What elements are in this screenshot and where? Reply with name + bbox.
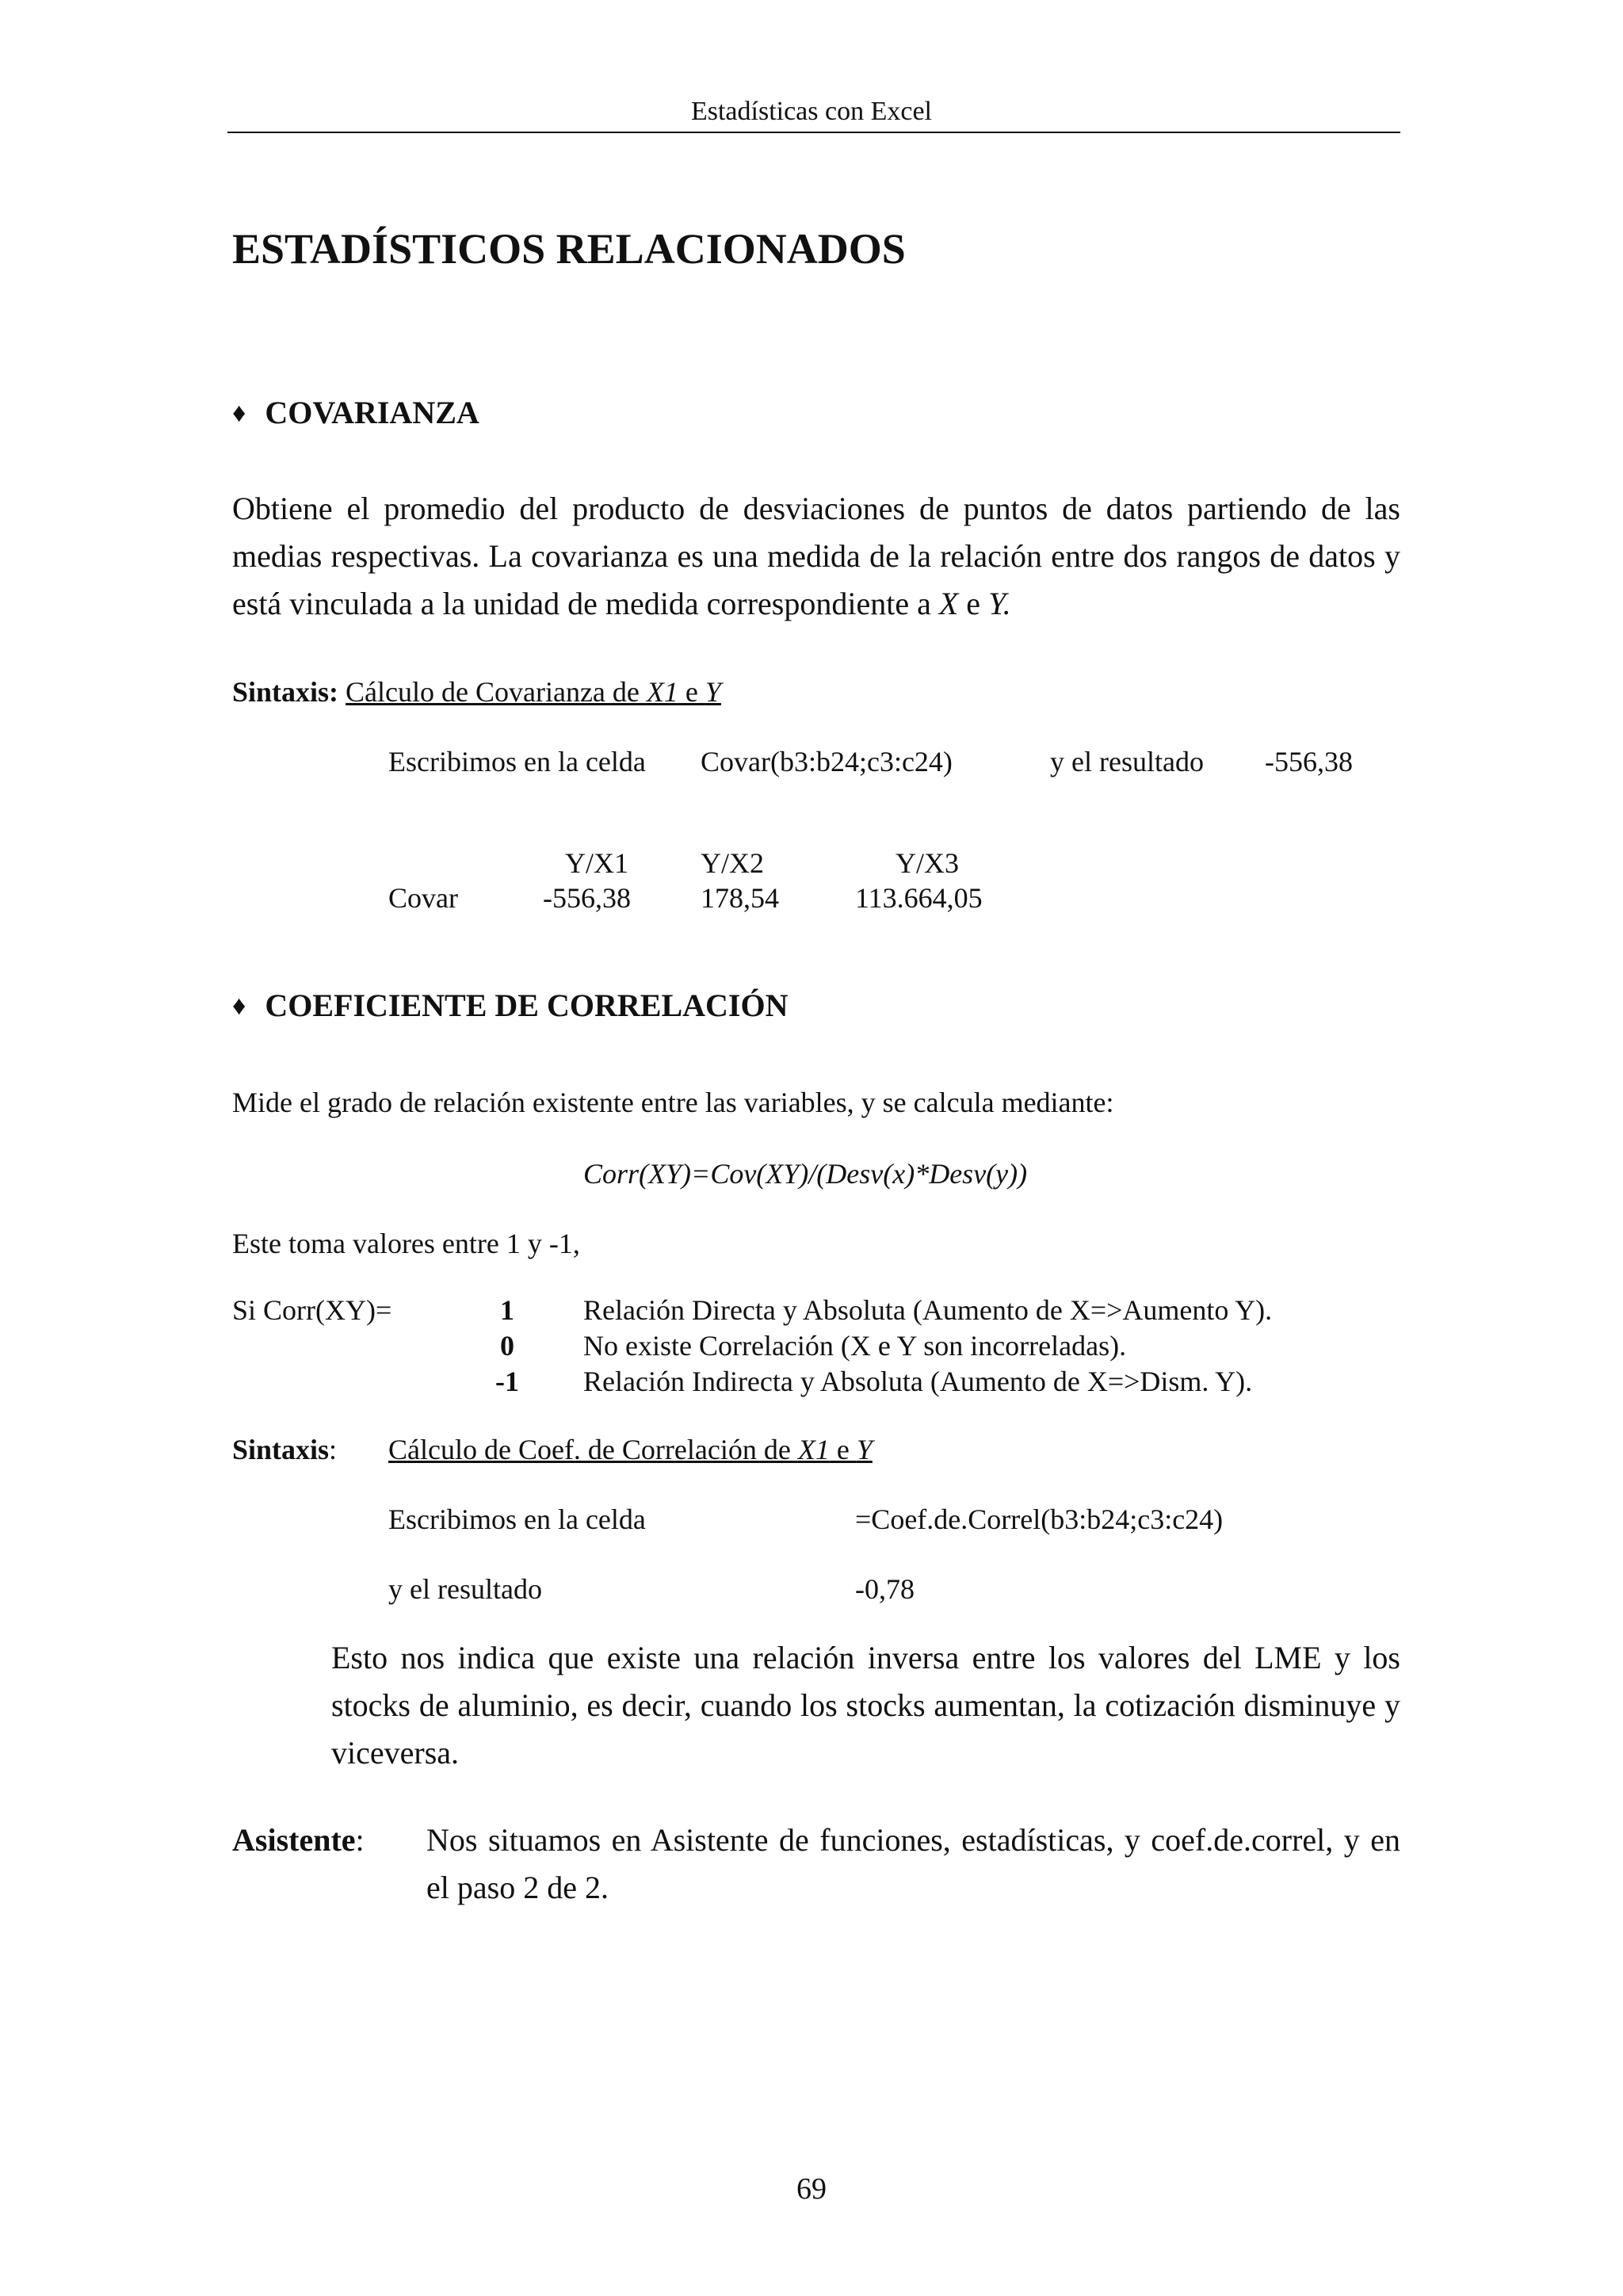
covar-table-header: Y/X1 <box>565 847 628 879</box>
correl-result-value: -0,78 <box>855 1573 915 1605</box>
section-heading-correlacion <box>232 987 788 1024</box>
covar-example-formula: Covar(b3:b24;c3:c24) <box>701 746 953 777</box>
case-value: 0 <box>500 1330 514 1362</box>
section-heading-covarianza <box>232 394 479 431</box>
covar-table-row-label: Covar <box>388 882 458 914</box>
page-number: 69 <box>796 2172 827 2206</box>
covarianza-paragraph: Obtiene el promedio del producto de desviaciones de puntos de datos partiendo de las medias respectivas. La covarianza es una medida de la relación entre dos rangos de datos y está vinculada a la unidad de medida correspondiente a X e Y. <box>232 491 1400 621</box>
running-header: Estadísticas con Excel <box>690 97 932 126</box>
header-rule <box>227 132 1400 133</box>
cases-label: Si Corr(XY)= <box>232 1294 392 1326</box>
assistant-text: Nos situamos en Asistente de funciones, estadísticas, y coef.de.correl, y en el paso 2 de 2. <box>426 1822 1400 1905</box>
covar-table-cell: 178,54 <box>701 882 779 914</box>
correl-result-label: y el resultado <box>388 1573 542 1605</box>
section-heading-text: COEFICIENTE DE CORRELACIÓN <box>265 988 789 1023</box>
correl-example-formula: =Coef.de.Correl(b3:b24;c3:c24) <box>855 1503 1224 1535</box>
correlacion-range: Este toma valores entre 1 y -1, <box>232 1228 580 1259</box>
case-value: 1 <box>500 1294 514 1326</box>
covar-table-cell: 113.664,05 <box>855 882 983 914</box>
case-description: No existe Correlación (X e Y son incorreladas). <box>583 1330 1127 1362</box>
case-description: Relación Directa y Absoluta (Aumento de X=>Aumento Y). <box>583 1294 1273 1326</box>
covarianza-syntax <box>232 675 721 709</box>
syntax-description: Cálculo de Covarianza de X1 e Y <box>346 676 721 708</box>
case-description: Relación Indirecta y Absoluta (Aumento de X=>Dism. Y). <box>583 1366 1253 1397</box>
covar-example-result: -556,38 <box>1265 746 1353 777</box>
correl-example-label: Escribimos en la celda <box>388 1503 646 1535</box>
section-heading-text: COVARIANZA <box>265 395 479 430</box>
page-title: ESTADÍSTICOS RELACIONADOS <box>232 225 906 273</box>
covar-table-header: Y/X3 <box>896 847 959 879</box>
diamond-bullet-icon: ♦ <box>232 399 246 428</box>
covar-example-label: Escribimos en la celda <box>388 746 646 777</box>
covar-table-cell: -556,38 <box>543 882 631 914</box>
correlacion-intro: Mide el grado de relación existente entre las variables, y se calcula mediante: <box>232 1087 1114 1118</box>
correlacion-syntax-label: Sintaxis: <box>232 1434 338 1465</box>
assistant-label: Asistente: <box>232 1822 365 1858</box>
case-value: -1 <box>495 1366 519 1397</box>
correlacion-interpretation: Esto nos indica que existe una relación inversa entre los valores del LME y los stocks de aluminio, es decir, cuando los stocks aumentan, la cotización disminuye y viceversa. <box>331 1640 1400 1771</box>
covar-table-header: Y/X2 <box>701 847 764 879</box>
covar-example-result-label: y el resultado <box>1050 746 1204 777</box>
correlacion-formula: Corr(XY)=Cov(XY)/(Desv(x)*Desv(y)) <box>583 1158 1028 1190</box>
diamond-bullet-icon: ♦ <box>232 991 246 1021</box>
syntax-label: Sintaxis: <box>232 676 339 708</box>
correlacion-syntax-description: Cálculo de Coef. de Correlación de X1 e Y <box>388 1434 873 1465</box>
